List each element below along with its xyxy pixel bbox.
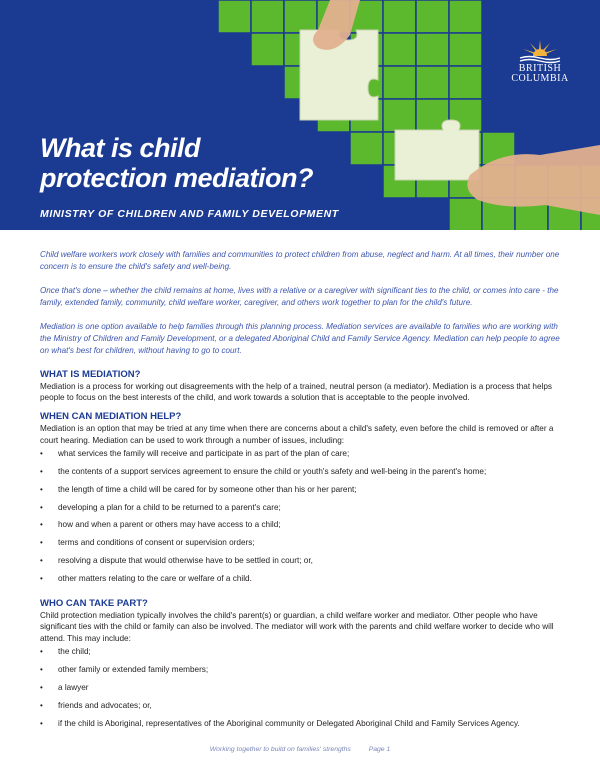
section-text: Mediation is an option that may be tried at any time when there are concerns about a child's safety, even before the child is removed or after a court hearing. Mediation can be used to work through a number of issues, including: [40,424,554,445]
ministry-name: MINISTRY OF CHILDREN AND FAMILY DEVELOPMENT [40,208,339,220]
intro-paragraph-2: Once that's done – whether the child remains at home, lives with a relative or a caregiver with significant ties to the child, or comes into care - the family, extended family, community, child welfare worker, caregiver, and others work together to plan for the child's future. [40,285,559,308]
list-item: • what services the family will receive and participate in as part of the plan of care; [40,448,568,466]
list-item: • the child; [40,646,568,664]
list-item: • how and when a parent or others may have access to a child; [40,519,568,537]
bc-logo [505,36,575,84]
section-text: Mediation is a process for working out disagreements with the help of a trained, neutral person (a mediator). Mediation is a process that helps people to focus on the best interests of the child, and work towards a solution that is acceptable to the people involved. [40,381,552,403]
list-item: • other family or extended family members; [40,664,568,682]
list-item: • terms and conditions of consent or supervision orders; [40,537,568,555]
intro-paragraph-1: Child welfare workers work closely with families and communities to protect children from abuse, neglect and harm. At all times, their number one concern is to ensure the child's safety and well-being. [40,250,560,272]
footer-tagline: Working together to build on families' strengths [209,746,351,753]
section-what-is-mediation [40,369,568,404]
main-content [40,249,568,742]
participants-list [40,646,568,735]
list-item: • the contents of a support services agreement to ensure the child or youth's safety and well-being in the parent's home; [40,466,568,484]
header-banner [0,0,600,230]
section-heading: WHAT IS MEDIATION? [40,368,141,380]
logo-text-columbia: COLUMBIA [511,73,569,84]
list-item: • a lawyer [40,682,568,700]
list-item: • resolving a dispute that would otherwise have to be settled in court; or, [40,555,568,573]
list-item: • if the child is Aboriginal, representatives of the Aboriginal community or Delegated Aboriginal Child and Family Services Agency. [40,718,568,736]
sun-mountain-icon [518,36,562,64]
page-title [40,133,313,193]
list-item: • friends and advocates; or, [40,700,568,718]
list-item: • developing a plan for a child to be returned to a parent's care; [40,502,568,520]
section-when-can-mediation-help [40,411,568,591]
list-item: • the length of time a child will be cared for by someone other than his or her parent; [40,484,568,502]
title-line-2: protection mediation? [40,163,313,193]
intro-paragraph-3: Mediation is one option available to help families through this planning process. Mediation services are available to families who are working with the Ministry of Children and Family Development, or a delegated Aboriginal Child and Family Service Agency. Mediation can help people to agree on what's best for children, without having to go to court. [40,321,560,356]
list-item: • other matters relating to the care or welfare of a child. [40,573,568,591]
section-who-can-take-part [40,598,568,736]
section-text: Child protection mediation typically involves the child's parent(s) or guardian, a child welfare worker and mediator. Other people who have significant ties with the child or family can also be involved. The mediator will work with the parents and child welfare worker to decide who will attend. This may include: [40,610,554,643]
title-line-1: What is child [40,133,201,163]
section-heading: WHO CAN TAKE PART? [40,597,148,609]
logo-text-british: BRITISH [518,63,562,74]
puzzle-hands-illustration [0,0,600,230]
page-number: Page 1 [368,746,391,753]
page-footer [0,746,600,753]
issues-list [40,448,568,590]
section-heading: WHEN CAN MEDIATION HELP? [40,411,182,423]
